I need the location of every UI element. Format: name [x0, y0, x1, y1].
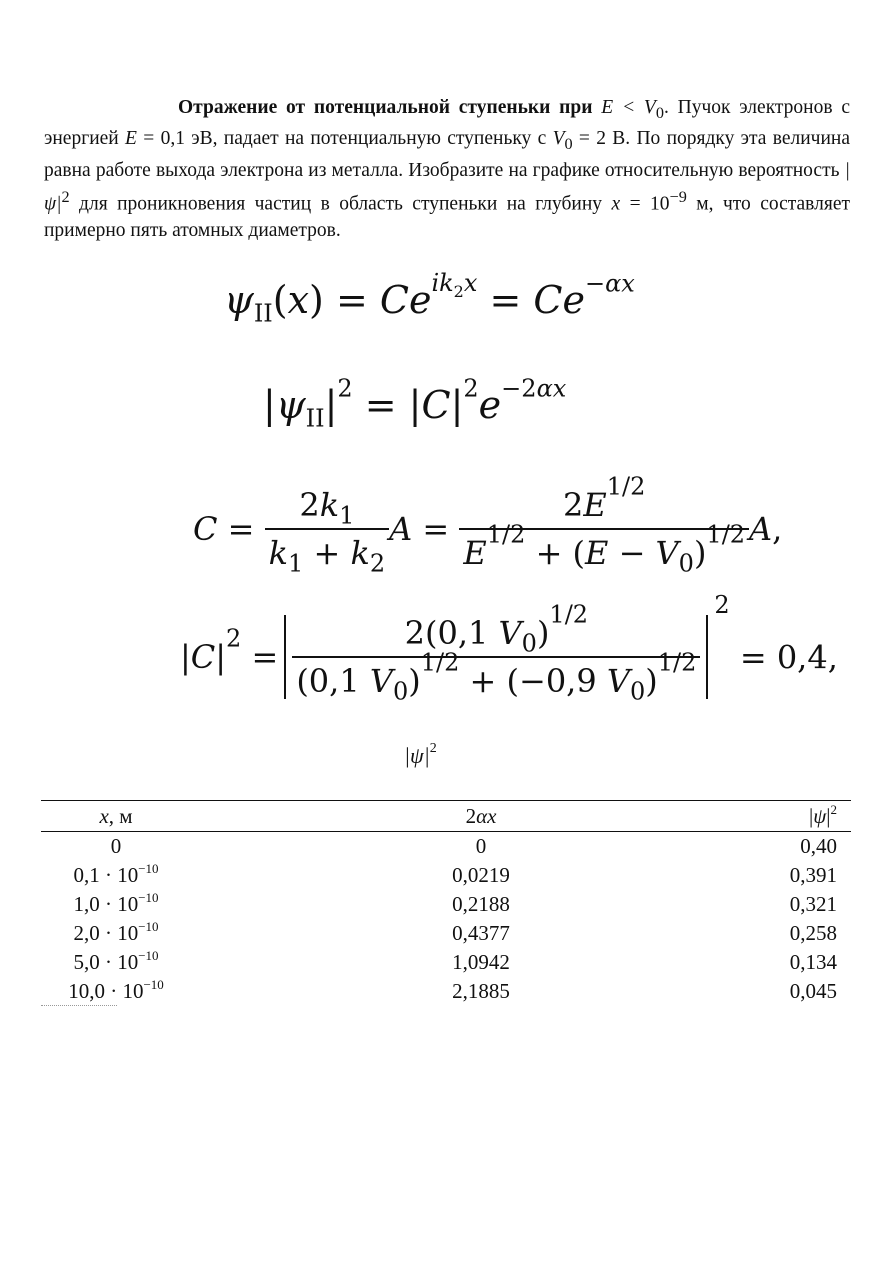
cell-psi-squared: 0,134	[789, 950, 837, 974]
table-row	[41, 832, 851, 862]
table-underline	[41, 1005, 117, 1006]
cell-x: $0,1 \cdot 10^{-10}$	[73, 860, 159, 887]
table-row	[41, 977, 851, 1006]
equation-psi-ii: $\psi_{II}(x) = Ce^{ik_2x} = Ce^{-\alpha x}$	[224, 269, 635, 328]
cell-2ax: 0,2188	[452, 892, 510, 916]
cell-x: $10,0 \cdot 10^{-10}$	[68, 976, 164, 1003]
table-row	[41, 948, 851, 977]
cell-2ax: 1,0942	[452, 950, 510, 974]
problem-text: Отражение от потенциальной ступеньки при $E < V_0$. Пучок электронов с энергией E = 0,1 эВ, падает на потенциальную ступеньку с $V_0 = 2$ В. По порядку эта величина равна работе выхода электрона из металла. Изобразите на графике относительную вероятность $|\psi|^2$ для проникновения частиц в область ступеньки на глубину $x = 10^{-9}$ м, что составляет примерно пять атомных диаметров.	[44, 97, 851, 242]
table-row	[41, 919, 851, 948]
equation-c: C = $\frac{2k_1}{k_1 + k_2}$ A = $\frac{2E^{1/2}}{E^{1/2} + (E - V_0)^{1/2}}$ A,	[193, 472, 783, 578]
cell-2ax: 0	[475, 834, 487, 858]
cell-psi-squared: 0,321	[789, 892, 837, 916]
psi-squared-label: $|\psi|^2$	[404, 740, 437, 768]
column-header-psi: $|\psi|^2$	[809, 801, 837, 828]
cell-psi-squared: 0,391	[789, 863, 837, 887]
cell-x: $2,0 \cdot 10^{-10}$	[73, 918, 159, 945]
cell-2ax: 0,4377	[452, 921, 510, 945]
column-header-2ax: 2αx	[465, 803, 497, 828]
probability-table	[41, 800, 851, 1006]
problem-title: Отражение от потенциальной ступеньки при	[178, 97, 593, 118]
cell-2ax: 2,1885	[452, 979, 510, 1003]
table-row	[41, 890, 851, 919]
cell-psi-squared: 0,045	[789, 979, 837, 1003]
equation-c-squared: $|C|^2$ = $\frac{2(0,1 V_0)^{1/2}}{(0,1 V_0)^{1/2} + (-0,9 V_0)^{1/2}}$ $^2$ = 0,4,	[180, 591, 838, 706]
cell-psi-squared: 0,258	[789, 921, 837, 945]
cell-psi-squared: 0,40	[800, 834, 837, 858]
equation-psi-ii-squared: $|\psi_{II}|^2 = |C|^2e^{-2\alpha x}$	[263, 374, 567, 433]
cell-x: $5,0 \cdot 10^{-10}$	[73, 947, 159, 974]
cell-2ax: 0,0219	[452, 863, 510, 887]
cell-x: $1,0 \cdot 10^{-10}$	[73, 889, 159, 916]
table-header-row	[41, 801, 851, 832]
table-row	[41, 861, 851, 890]
column-header-x: x, м	[99, 803, 133, 828]
cell-x: 0	[110, 834, 122, 858]
